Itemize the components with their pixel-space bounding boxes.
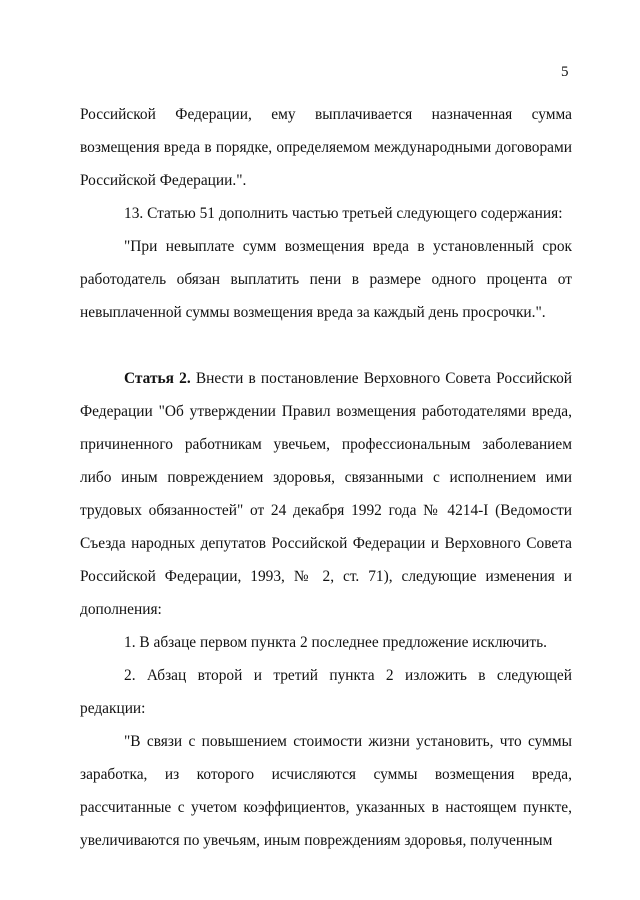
page-number: 5 — [561, 64, 569, 80]
paragraph-article-2 — [80, 362, 572, 626]
paragraph-item-13: 13. Статью 51 дополнить частью третьей следующего содержания: — [124, 205, 563, 222]
paragraph-item-2: 2. Абзац второй и третий пункта 2 изложить в следующей редакции: — [80, 667, 572, 717]
paragraph-spacer — [80, 329, 572, 362]
paragraph-quote-earnings: "В связи с повышением стоимости жизни установить, что суммы заработка, из которого исчисляются суммы возмещения вреда, рассчитанные с учетом коэффициентов, указанных в настоящем пункте, увеличиваются по увечьям, иным повреждениям здоровья, полученным — [80, 733, 572, 849]
article-2-label: Статья 2. — [124, 370, 191, 387]
paragraph-continuation: Российской Федерации, ему выплачивается назначенная сумма возмещения вреда в порядке, определяемом международными договорами Российской Федерации.". — [80, 106, 572, 189]
paragraph-item-1: 1. В абзаце первом пункта 2 последнее предложение исключить. — [124, 634, 548, 651]
article-2-text: Внести в постановление Верховного Совета Российской Федерации "Об утверждении Правил возмещения работодателями вреда, причиненного работникам увечьем, профессиональным заболеванием либо иным повреждением здоровья, связанными с исполнением ими трудовых обязанностей" от 24 декабря 1992 года № 4214-I (Ведомости Съезда народных депутатов Российской Федерации и Верховного Совета Российской Федерации, 1993, № 2, ст. 71), следующие изменения и дополнения: — [80, 370, 572, 618]
document-body — [80, 98, 572, 857]
paragraph-quote-penalty: "При невыплате сумм возмещения вреда в установленный срок работодатель обязан выплатить пени в размере одного процента от невыплаченной суммы возмещения вреда за каждый день просрочки.". — [80, 238, 572, 321]
